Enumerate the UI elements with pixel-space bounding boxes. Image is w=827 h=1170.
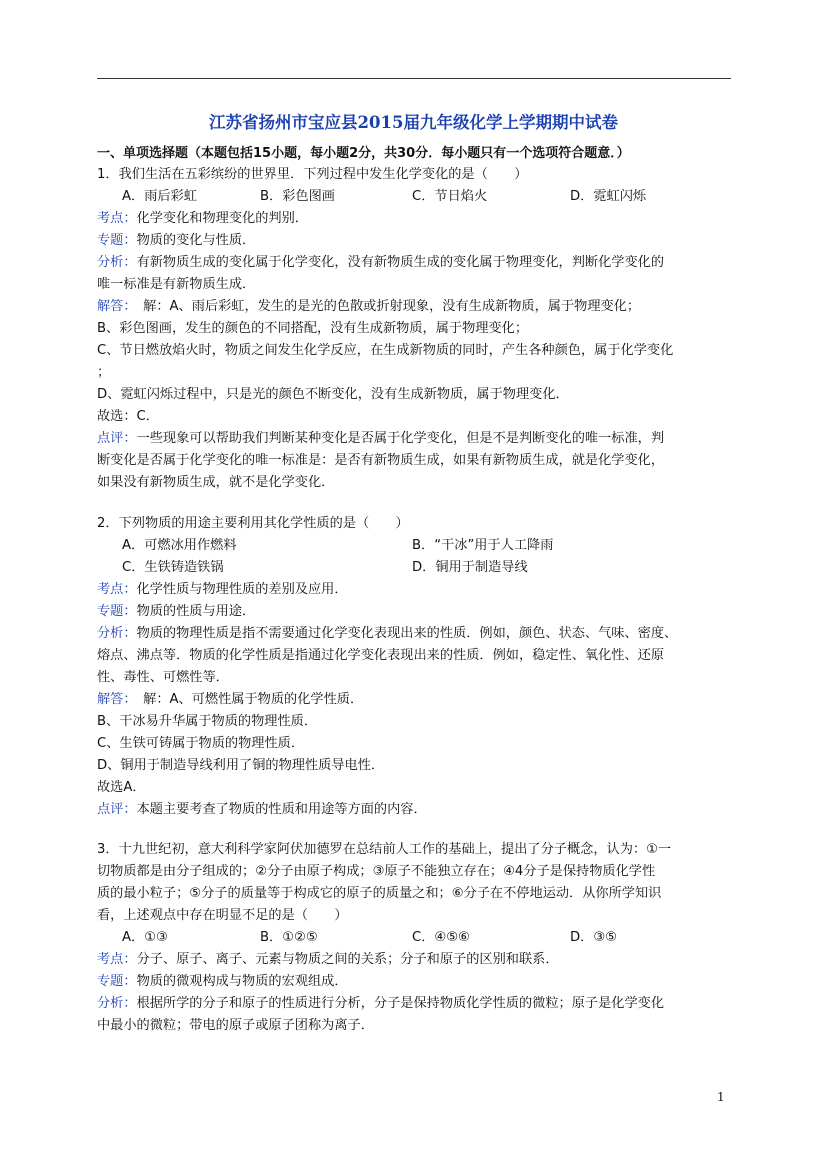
q3-option-c: C．④⑤⑥ xyxy=(412,930,470,945)
q3-stem-line1: 3．十九世纪初，意大利科学家阿伏加德罗在总结前人工作的基础上，提出了分子概念，认为：①一 xyxy=(97,842,672,857)
jieda-label: 解答： xyxy=(97,299,130,314)
q2-jieda-line2: B、干冰易升华属于物质的物理性质． xyxy=(97,714,318,729)
kaodian-label: 考点： xyxy=(97,211,137,226)
jieda-label: 解答： xyxy=(97,692,130,707)
q2-jieda xyxy=(97,691,363,709)
q3-stem-line2: 切物质都是由分子组成的；②分子由原子构成；③原子不能独立存在；④4分子是保持物质化学性 xyxy=(97,864,656,879)
kaodian-text: 化学变化和物理变化的判别． xyxy=(136,211,308,226)
q2-jieda-line3: C、生铁可铸属于物质的物理性质． xyxy=(97,736,305,751)
q3-zhuanti xyxy=(97,973,348,991)
zhuanti-text: 物质的微观构成与物质的宏观组成． xyxy=(136,974,348,989)
q2-fenxi-line3: 性、毒性、可燃性等． xyxy=(97,670,229,685)
q1-fenxi-line2: 唯一标准是有新物质生成． xyxy=(97,277,256,292)
q1-jieda-line5: D、霓虹闪烁过程中，只是光的颜色不断变化，没有生成新物质，属于物理变化． xyxy=(97,387,569,402)
dianping-text: 本题主要考查了物质的性质和用途等方面的内容． xyxy=(136,802,427,817)
q3-stem-line4: 看，上述观点中存在明显不足的是（ ） xyxy=(97,908,348,923)
q1-jieda xyxy=(97,298,640,316)
q2-option-a: A．可燃冰用作燃料 xyxy=(122,538,237,553)
zhuanti-label: 专题： xyxy=(97,974,137,989)
q2-option-b: B．“干冰”用于人工降雨 xyxy=(412,538,554,553)
zhuanti-text: 物质的变化与性质． xyxy=(136,233,256,248)
q2-stem: 2．下列物质的用途主要利用其化学性质的是（ ） xyxy=(97,516,409,531)
kaodian-label: 考点： xyxy=(97,582,137,597)
q1-answer: 故选：C． xyxy=(97,409,159,424)
q2-kaodian xyxy=(97,581,348,599)
q1-jieda-line3: C、节日燃放焰火时，物质之间发生化学反应，在生成新物质的同时，产生各种颜色，属于化学变化 xyxy=(97,343,674,358)
jieda-text: 解：A、雨后彩虹，发生的是光的色散或折射现象，没有生成新物质，属于物理变化； xyxy=(129,299,641,314)
q3-stem-line3: 质的最小粒子；⑤分子的质量等于构成它的原子的质量之和；⑥分子在不停地运动．从你所学知识 xyxy=(97,886,662,901)
q1-option-a: A．雨后彩虹 xyxy=(122,189,197,204)
dianping-text: 一些现象可以帮助我们判断某种变化是否属于化学变化，但是不是判断变化的唯一标准，判 xyxy=(136,431,665,446)
q3-option-a: A．①③ xyxy=(122,930,168,945)
q1-jieda-line2: B、彩色图画，发生的颜色的不同搭配，没有生成新物质，属于物理变化； xyxy=(97,321,529,336)
q3-option-d: D．③⑤ xyxy=(570,930,617,945)
q3-fenxi xyxy=(97,995,664,1013)
fenxi-label: 分析： xyxy=(97,626,137,641)
q1-fenxi xyxy=(97,254,664,272)
q1-jieda-line4: ； xyxy=(97,365,111,380)
kaodian-label: 考点： xyxy=(97,952,137,967)
q2-fenxi-line2: 熔点、沸点等．物质的化学性质是指通过化学变化表现出来的性质．例如，稳定性、氧化性、还原 xyxy=(97,648,665,663)
q2-jieda-line4: D、铜用于制造导线利用了铜的物理性质导电性． xyxy=(97,758,385,773)
q1-dianping xyxy=(97,430,664,448)
q2-zhuanti xyxy=(97,603,255,621)
q1-kaodian xyxy=(97,210,308,228)
q3-option-b: B．①②⑤ xyxy=(260,930,318,945)
q1-option-c: C．节日焰火 xyxy=(412,189,488,204)
fenxi-text: 根据所学的分子和原子的性质进行分析，分子是保持物质化学性质的微粒；原子是化学变化 xyxy=(136,996,665,1011)
zhuanti-text: 物质的性质与用途． xyxy=(136,604,256,619)
q2-answer: 故选A． xyxy=(97,780,146,795)
page-number: 1 xyxy=(717,1090,725,1104)
q1-option-d: D．霓虹闪烁 xyxy=(570,189,647,204)
q1-option-b: B．彩色图画 xyxy=(260,189,335,204)
q3-fenxi-line2: 中最小的微粒；带电的原子或原子团称为离子． xyxy=(97,1018,374,1033)
zhuanti-label: 专题： xyxy=(97,233,137,248)
fenxi-label: 分析： xyxy=(97,996,137,1011)
q2-option-c: C．生铁铸造铁锅 xyxy=(122,560,224,575)
q1-stem: 1．我们生活在五彩缤纷的世界里．下列过程中发生化学变化的是（ ） xyxy=(97,167,528,182)
q3-kaodian xyxy=(97,951,559,969)
q2-dianping xyxy=(97,801,427,819)
q2-option-d: D．铜用于制造导线 xyxy=(412,560,528,575)
q2-fenxi xyxy=(97,625,677,643)
fenxi-text: 物质的物理性质是指不需要通过化学变化表现出来的性质．例如，颜色、状态、气味、密度、 xyxy=(136,626,678,641)
section-heading: 一、单项选择题（本题包括15小题，每小题2分，共30分．每小题只有一个选项符合题意．） xyxy=(97,146,630,161)
kaodian-text: 分子、原子、离子、元素与物质之间的关系；分子和原子的区别和联系． xyxy=(136,952,559,967)
q1-dianping-line2: 断变化是否属于化学变化的唯一标准是：是否有新物质生成，如果有新物质生成，就是化学变化， xyxy=(97,453,665,468)
dianping-label: 点评： xyxy=(97,802,137,817)
header-rule xyxy=(97,78,731,79)
fenxi-text: 有新物质生成的变化属于化学变化，没有新物质生成的变化属于物理变化，判断化学变化的 xyxy=(136,255,665,270)
jieda-text: 解：A、可燃性属于物质的化学性质． xyxy=(129,692,364,707)
dianping-label: 点评： xyxy=(97,431,137,446)
kaodian-text: 化学性质与物理性质的差别及应用． xyxy=(136,582,348,597)
q1-zhuanti xyxy=(97,232,255,250)
zhuanti-label: 专题： xyxy=(97,604,137,619)
fenxi-label: 分析： xyxy=(97,255,137,270)
page-title: 江苏省扬州市宝应县2015届九年级化学上学期期中试卷 xyxy=(209,113,618,132)
q1-dianping-line3: 如果没有新物质生成，就不是化学变化． xyxy=(97,475,335,490)
